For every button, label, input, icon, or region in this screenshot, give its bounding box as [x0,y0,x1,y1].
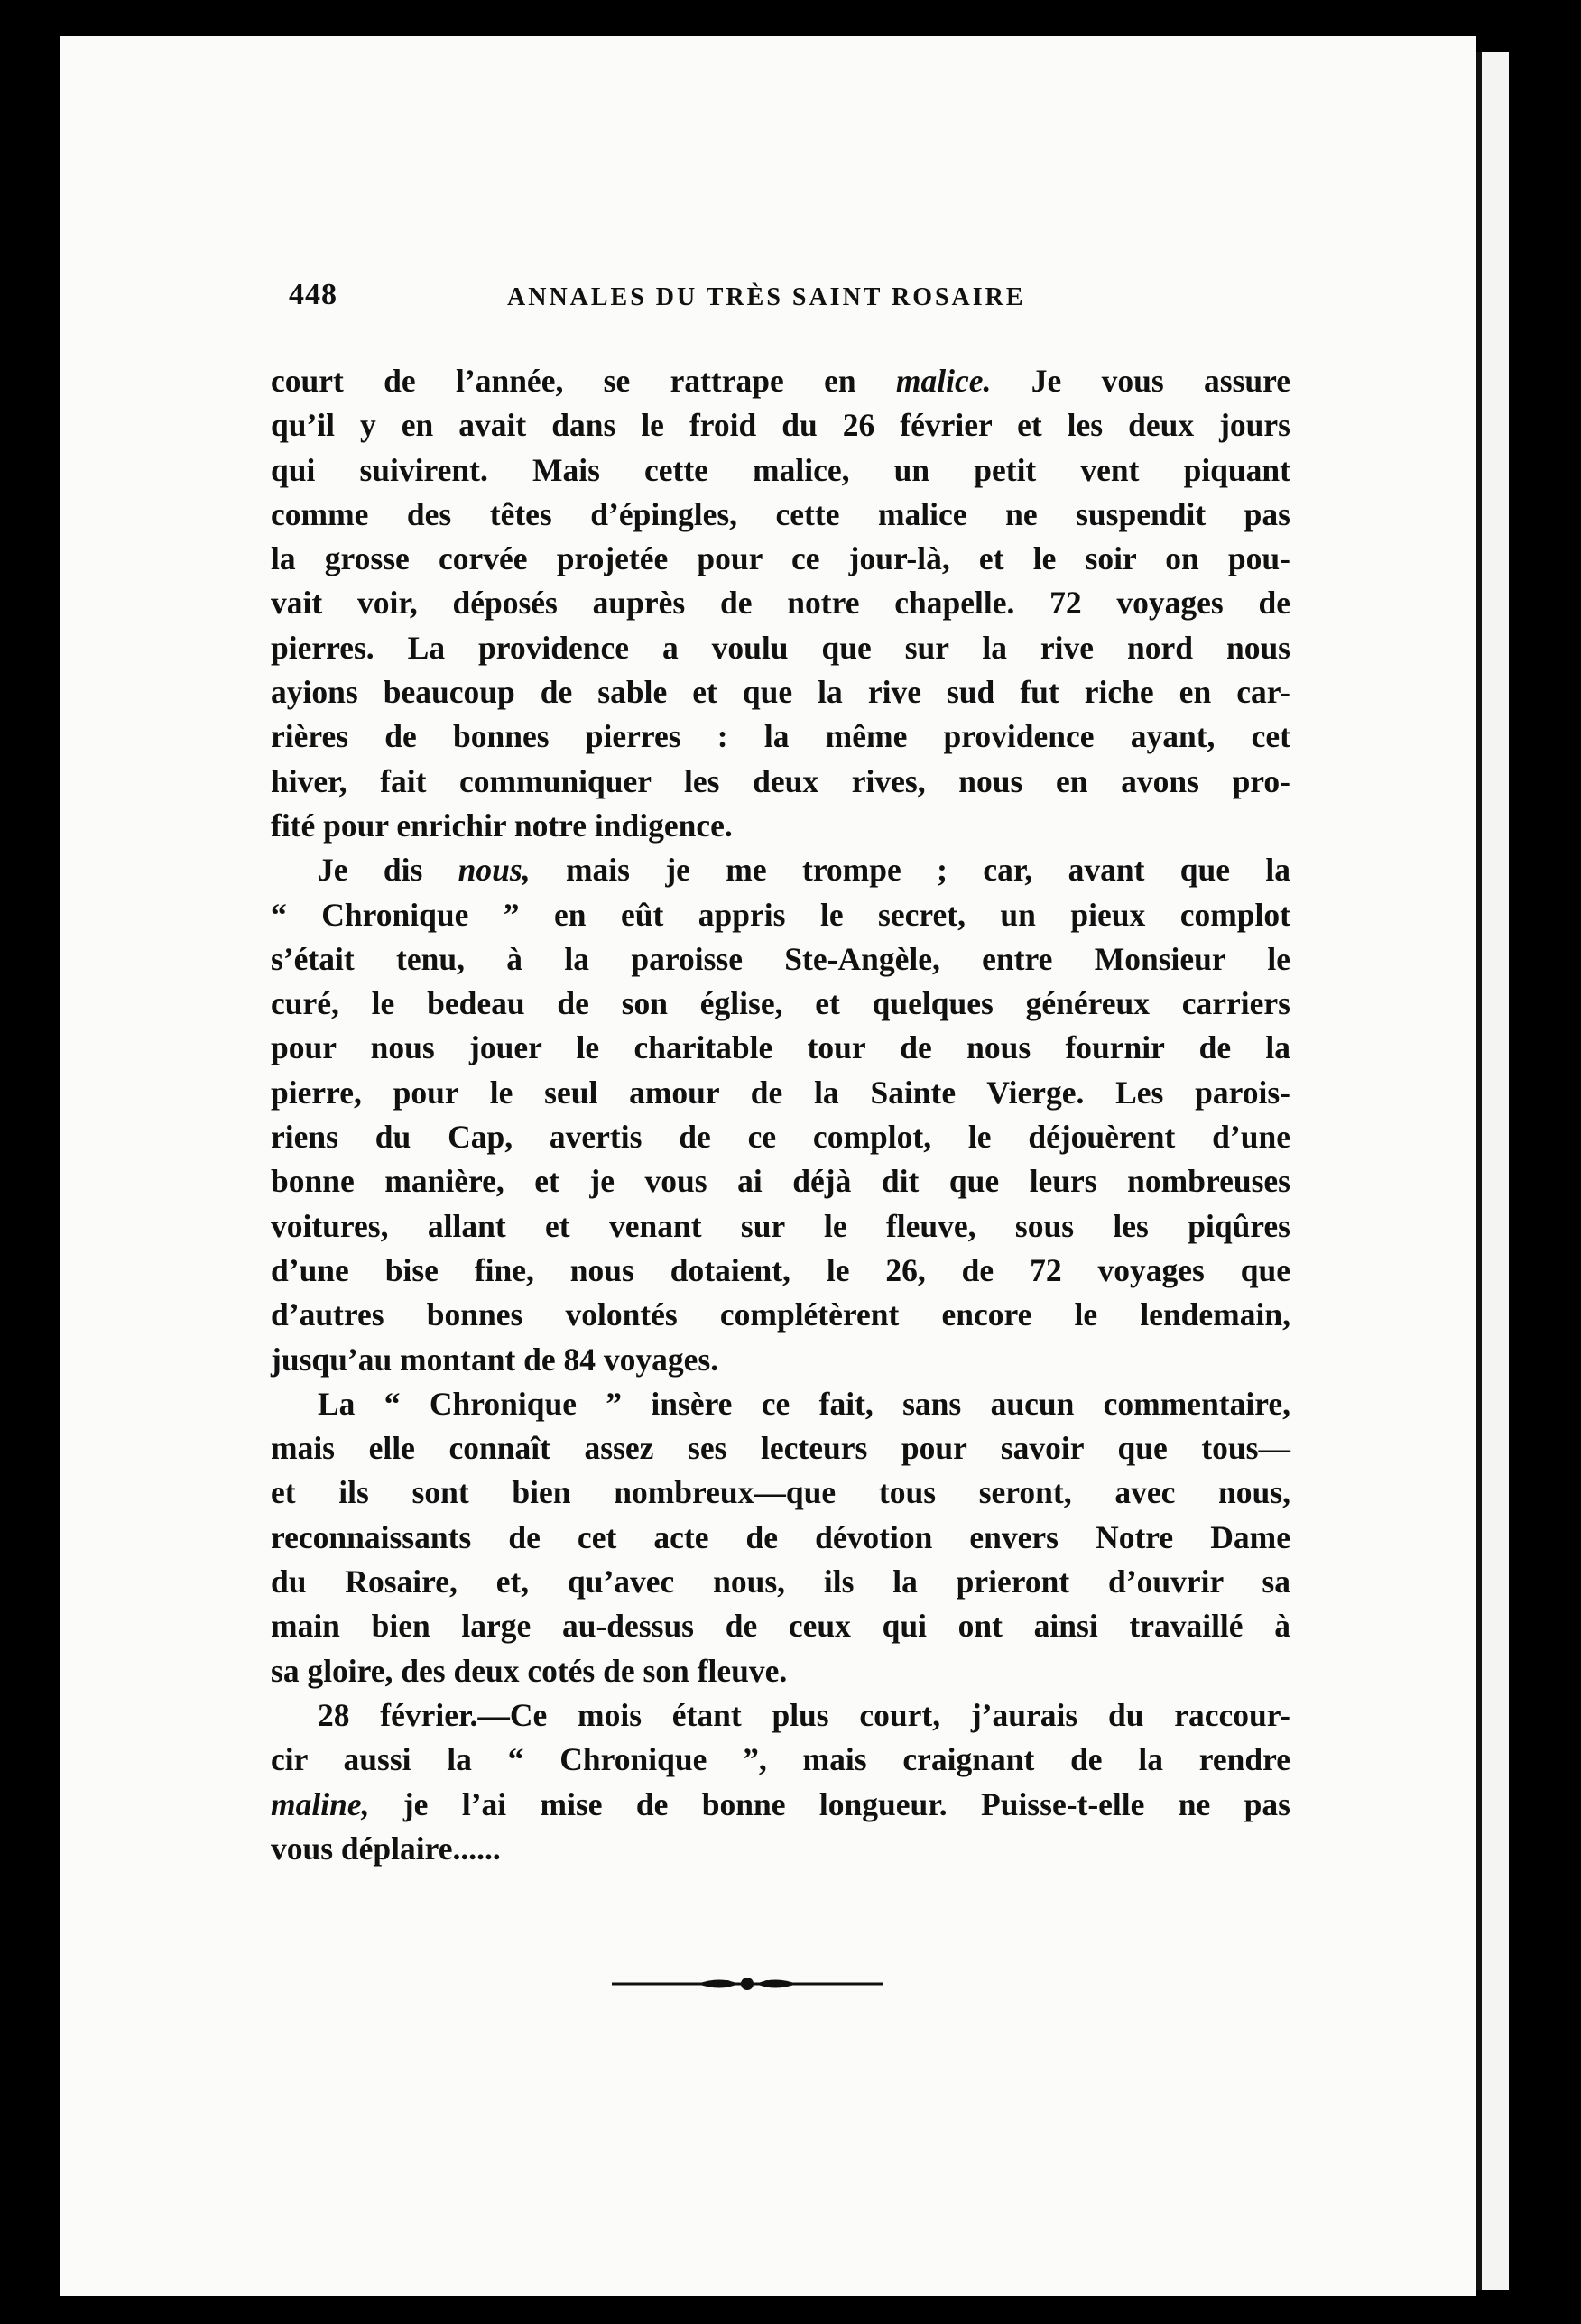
text-run: qu’il y en avait dans le froid du 26 février et les deux jours [271,407,1290,444]
text-line [271,1382,1290,1426]
text-run: s’était tenu, à la paroisse Ste-Angèle, entre Monsieur le [271,940,1290,977]
text-line [271,760,1290,804]
text-line [271,359,1290,403]
text-line [271,537,1290,581]
text-run: pierre, pour le seul amour de la Sainte Vierge. Les parois- [271,1074,1290,1111]
text-run: Je vous assure [991,363,1290,399]
text-run: fité pour enrichir notre indigence. [271,807,733,844]
facing-page-edge [1476,52,1509,2290]
text-run: riens du Cap, avertis de ce complot, le déjouèrent d’une [271,1119,1290,1156]
text-run: 28 février.—Ce mois étant plus court, j’aurais du raccour- [318,1696,1290,1733]
text-line [271,626,1290,670]
scan-speck [680,20,687,26]
paragraph [271,848,1290,1382]
text-line [271,1338,1290,1382]
text-line [271,715,1290,759]
text-line [271,1071,1290,1115]
text-line [271,1693,1290,1738]
text-line [271,1293,1290,1337]
text-line [271,893,1290,937]
body-text [271,359,1290,1871]
text-line [271,1560,1290,1604]
scan-speck [11,1019,16,1036]
text-run: comme des têtes d’épingles, cette malice ne suspendit pas [271,495,1290,532]
scan-speck [1306,7,1310,29]
text-line [271,1827,1290,1871]
text-run: pour nous jouer le charitable tour de nous fournir de la [271,1029,1290,1066]
text-line [271,1426,1290,1471]
text-run: du Rosaire, et, qu’avec nous, ils la prieront d’ouvrir sa [271,1563,1290,1600]
text-line [271,1471,1290,1515]
text-line [271,804,1290,848]
text-run: ayions beaucoup de sable et que la rive sud fut riche en car- [271,674,1290,711]
page-number: 448 [289,278,337,311]
text-line [271,937,1290,982]
text-run: vous déplaire...... [271,1830,501,1867]
text-run: Je dis [318,852,458,889]
text-line [271,1159,1290,1204]
text-line [271,1204,1290,1249]
text-line [271,848,1290,892]
italic-word: maline, [271,1785,370,1822]
italic-word: nous, [458,852,531,889]
running-title: ANNALES DU TRÈS SAINT ROSAIRE [507,283,1026,311]
text-run: reconnaissants de cet acte de dévotion envers Notre Dame [271,1518,1290,1555]
text-line [271,1649,1290,1693]
text-run: sa gloire, des deux cotés de son fleuve. [271,1652,788,1689]
text-line [271,403,1290,447]
text-run: court de l’année, se rattrape en [271,363,896,399]
text-run: d’autres bonnes volontés complétèrent encore le lendemain, [271,1296,1290,1333]
text-run: curé, le bedeau de son église, et quelques généreux carriers [271,985,1290,1022]
text-run: pierres. La providence a voulu que sur la rive nord nous [271,629,1290,666]
text-run: qui suivirent. Mais cette malice, un petit vent piquant [271,451,1290,488]
text-line [271,448,1290,493]
text-line [271,982,1290,1026]
paragraph [271,359,1290,848]
text-line [271,1738,1290,1782]
text-run: hiver, fait communiquer les deux rives, nous en avons pro- [271,762,1290,799]
text-run: cir aussi la “ Chronique ”, mais craignant de la rendre [271,1741,1290,1778]
text-run: je l’ai mise de bonne longueur. Puisse-t-elle ne pas [369,1785,1290,1822]
text-run: mais elle connaît assez ses lecteurs pour savoir que tous— [271,1430,1290,1467]
text-run: rières de bonnes pierres : la même providence ayant, cet [271,718,1290,755]
scan-speck [1105,11,1112,29]
text-line [271,1249,1290,1293]
text-run: main bien large au-dessus de ceux qui ont ainsi travaillé à [271,1608,1290,1645]
text-run: La “ Chronique ” insère ce fait, sans aucun commentaire, [318,1385,1290,1422]
section-end-ornament [612,1970,883,1997]
text-run: bonne manière, et je vous ai déjà dit que leurs nombreuses [271,1163,1290,1200]
italic-word: malice. [895,363,992,399]
paragraph [271,1693,1290,1871]
text-line [271,493,1290,537]
text-line [271,1026,1290,1070]
text-line [271,1115,1290,1159]
text-line [271,1783,1290,1827]
text-line [271,581,1290,625]
text-run: vait voir, déposés auprès de notre chapelle. 72 voyages de [271,585,1290,622]
text-run: voitures, allant et venant sur le fleuve, sous les piqûres [271,1207,1290,1244]
text-run: jusqu’au montant de 84 voyages. [271,1341,719,1378]
text-line [271,1604,1290,1648]
text-run: d’une bise fine, nous dotaient, le 26, de 72 voyages que [271,1251,1290,1288]
text-run: “ Chronique ” en eût appris le secret, un pieux complot [271,896,1290,933]
text-run: mais je me trompe ; car, avant que la [530,852,1290,889]
text-run: la grosse corvée projetée pour ce jour-là, et le soir on pou- [271,540,1290,577]
text-run: et ils sont bien nombreux—que tous seront, avec nous, [271,1474,1290,1511]
text-line [271,1516,1290,1560]
text-line [271,670,1290,715]
paragraph [271,1382,1290,1693]
